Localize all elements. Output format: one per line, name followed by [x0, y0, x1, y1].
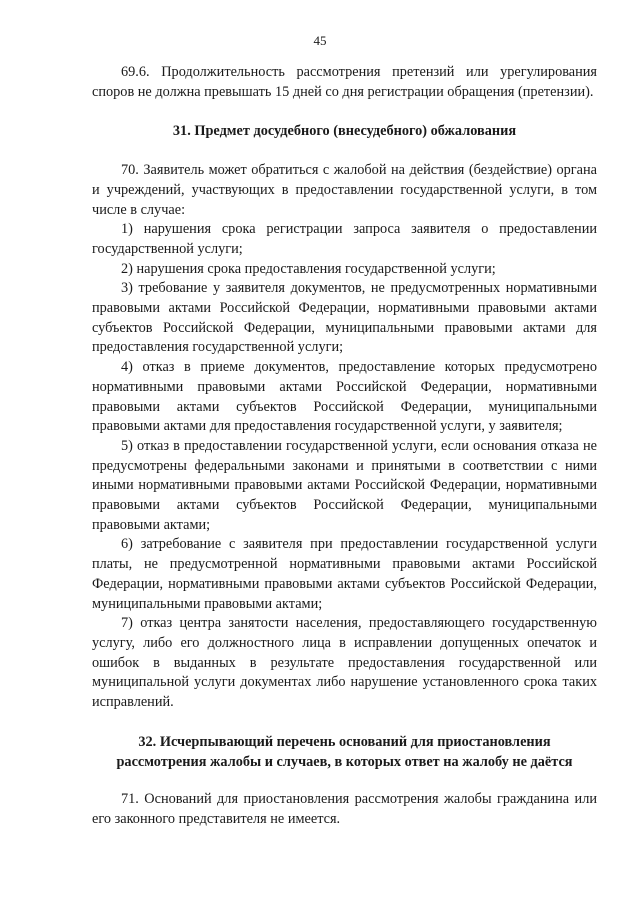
list-item-3: 3) требование у заявителя документов, не предусмотренных нормативными правовыми актами Российской Федерации, нормативными правовыми актами субъектов Российской Федерации, муниципальными правовыми актами для предоставления государственной услуги;: [92, 280, 597, 356]
document-body: [92, 63, 597, 830]
list-item-1: 1) нарушения срока регистрации запроса заявителя о предоставлении государственной услуги;: [92, 221, 597, 257]
paragraph-70-intro: 70. Заявитель может обратиться с жалобой на действия (бездействие) органа и учреждений, участвующих в предоставлении государственной услуги, в том числе в случае:: [92, 162, 597, 218]
section-heading-32-line-1: 32. Исчерпывающий перечень оснований для приостановления: [138, 733, 551, 750]
paragraph-71: 71. Оснований для приостановления рассмотрения жалобы гражданина или его законного представителя не имеется.: [92, 791, 597, 827]
section-heading-32-line-2: рассмотрения жалобы и случаев, в которых ответ на жалобу не даётся: [116, 753, 573, 770]
section-heading-32: [92, 733, 597, 772]
list-item-6: 6) затребование с заявителя при предоставлении государственной услуги платы, не предусмотренной нормативными правовыми актами Российской Федерации, нормативными правовыми актами субъектов Российской Федерации, муниципальными правовыми актами;: [92, 536, 597, 612]
section-heading-31: 31. Предмет досудебного (внесудебного) обжалования: [172, 123, 517, 140]
paragraph-69-6: 69.6. Продолжительность рассмотрения претензий или урегулирования споров не должна превышать 15 дней со дня регистрации обращения (претензии).: [92, 64, 597, 100]
page-number: 45: [313, 33, 327, 48]
list-item-2: 2) нарушения срока предоставления государственной услуги;: [121, 260, 496, 277]
list-item-5: 5) отказ в предоставлении государственной услуги, если основания отказа не предусмотрены федеральными законами и принятыми в соответствии с ними иными нормативными правовыми актами Российской Федерации, нормативными правовыми актами субъектов Российской Федерации, муниципальными правовыми актами;: [92, 437, 597, 533]
list-item-4: 4) отказ в приеме документов, предоставление которых предусмотрено нормативными правовыми актами Российской Федерации, нормативными правовыми актами субъектов Российской Федерации, муниципальными правовыми актами для предоставления государственной услуги, у заявителя;: [92, 359, 597, 435]
list-item-7: 7) отказ центра занятости населения, предоставляющего государственную услугу, либо его должностного лица в исправлении допущенных опечаток и ошибок в выданных в результате предоставления государственной или муниципальной услуги документах либо нарушение установленного срока таких исправлений.: [92, 615, 597, 711]
